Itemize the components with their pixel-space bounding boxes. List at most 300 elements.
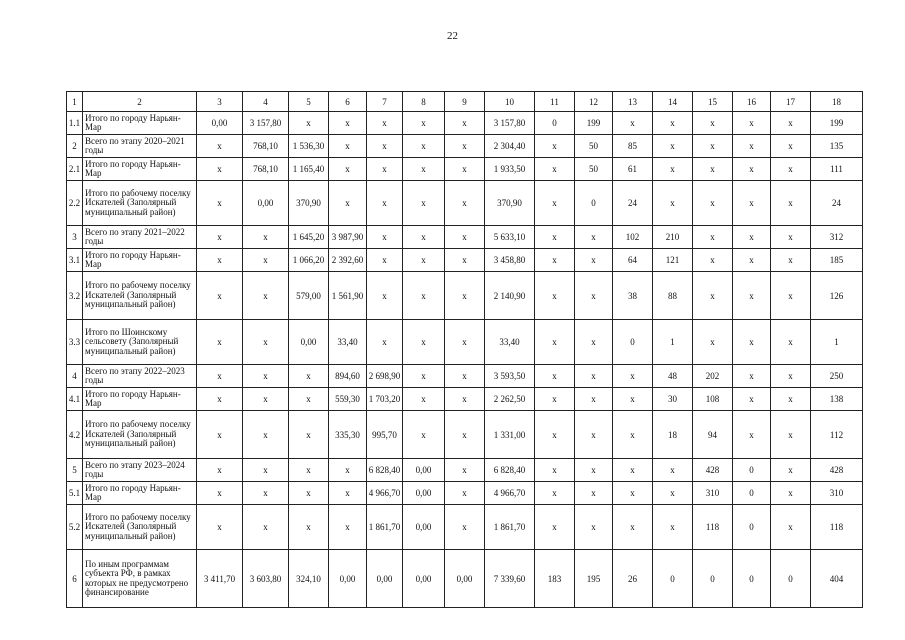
- row-number-cell: 1.1: [67, 112, 83, 135]
- col-number-14: 14: [653, 92, 693, 112]
- value-cell-col-9: х: [445, 505, 485, 550]
- value-cell-col-18: 111: [811, 158, 863, 181]
- col-number-10: 10: [485, 92, 535, 112]
- col-number-16: 16: [733, 92, 771, 112]
- value-cell-col-17: х: [771, 482, 811, 505]
- value-cell-col-8: х: [403, 272, 445, 320]
- page-number: 22: [447, 30, 458, 42]
- value-cell-col-16: 0: [733, 459, 771, 482]
- row-number-cell: 2.1: [67, 158, 83, 181]
- value-cell-col-14: х: [653, 181, 693, 226]
- value-cell-col-15: 118: [693, 505, 733, 550]
- col-number-4: 4: [243, 92, 289, 112]
- value-cell-col-17: х: [771, 320, 811, 365]
- value-cell-col-8: х: [403, 388, 445, 411]
- value-cell-col-8: х: [403, 135, 445, 158]
- value-cell-col-17: 0: [771, 550, 811, 608]
- value-cell-col-14: х: [653, 459, 693, 482]
- value-cell-col-11: 0: [535, 112, 575, 135]
- value-cell-col-3: х: [197, 505, 243, 550]
- value-cell-col-17: х: [771, 226, 811, 249]
- row-number-cell: 4.2: [67, 411, 83, 459]
- value-cell-col-18: 428: [811, 459, 863, 482]
- table-row: [67, 505, 863, 550]
- value-cell-col-15: х: [693, 158, 733, 181]
- value-cell-col-6: 0,00: [329, 550, 367, 608]
- value-cell-col-17: х: [771, 272, 811, 320]
- table-row: [67, 272, 863, 320]
- value-cell-col-8: х: [403, 365, 445, 388]
- value-cell-col-4: х: [243, 365, 289, 388]
- table-row: [67, 550, 863, 608]
- value-cell-col-10: 3 458,80: [485, 249, 535, 272]
- value-cell-col-3: х: [197, 249, 243, 272]
- value-cell-col-18: 1: [811, 320, 863, 365]
- value-cell-col-7: 995,70: [367, 411, 403, 459]
- value-cell-col-3: х: [197, 388, 243, 411]
- value-cell-col-3: х: [197, 181, 243, 226]
- col-number-12: 12: [575, 92, 613, 112]
- value-cell-col-7: х: [367, 272, 403, 320]
- value-cell-col-15: х: [693, 135, 733, 158]
- row-name-cell: Итого по Шоинскому сельсовету (Заполярный муниципальный район): [83, 320, 197, 365]
- value-cell-col-18: 126: [811, 272, 863, 320]
- value-cell-col-16: х: [733, 365, 771, 388]
- value-cell-col-13: х: [613, 459, 653, 482]
- value-cell-col-16: х: [733, 320, 771, 365]
- value-cell-col-9: х: [445, 249, 485, 272]
- row-name-cell: По иным программам субъекта РФ, в рамках которых не предусмотрено финансирование: [83, 550, 197, 608]
- value-cell-col-5: 370,90: [289, 181, 329, 226]
- value-cell-col-13: 24: [613, 181, 653, 226]
- value-cell-col-6: х: [329, 482, 367, 505]
- value-cell-col-8: х: [403, 181, 445, 226]
- value-cell-col-11: 183: [535, 550, 575, 608]
- row-number-cell: 4: [67, 365, 83, 388]
- value-cell-col-8: х: [403, 158, 445, 181]
- value-cell-col-6: х: [329, 181, 367, 226]
- col-number-3: 3: [197, 92, 243, 112]
- value-cell-col-5: х: [289, 365, 329, 388]
- value-cell-col-4: 3 157,80: [243, 112, 289, 135]
- value-cell-col-7: х: [367, 135, 403, 158]
- col-number-7: 7: [367, 92, 403, 112]
- table-row: [67, 112, 863, 135]
- value-cell-col-8: 0,00: [403, 505, 445, 550]
- value-cell-col-9: х: [445, 112, 485, 135]
- value-cell-col-8: х: [403, 226, 445, 249]
- row-name-cell: Итого по городу Нарьян-Мар: [83, 112, 197, 135]
- value-cell-col-10: 5 633,10: [485, 226, 535, 249]
- value-cell-col-4: 768,10: [243, 135, 289, 158]
- value-cell-col-4: х: [243, 459, 289, 482]
- col-number-17: 17: [771, 92, 811, 112]
- value-cell-col-18: 312: [811, 226, 863, 249]
- col-number-6: 6: [329, 92, 367, 112]
- value-cell-col-16: х: [733, 181, 771, 226]
- value-cell-col-9: х: [445, 320, 485, 365]
- value-cell-col-18: 135: [811, 135, 863, 158]
- row-name-cell: Всего по этапу 2020–2021 годы: [83, 135, 197, 158]
- value-cell-col-11: х: [535, 272, 575, 320]
- row-name-cell: Итого по рабочему поселку Искателей (Заполярный муниципальный район): [83, 411, 197, 459]
- value-cell-col-12: х: [575, 320, 613, 365]
- value-cell-col-6: х: [329, 112, 367, 135]
- col-number-11: 11: [535, 92, 575, 112]
- value-cell-col-13: 61: [613, 158, 653, 181]
- value-cell-col-10: 2 304,40: [485, 135, 535, 158]
- value-cell-col-17: х: [771, 249, 811, 272]
- value-cell-col-11: х: [535, 320, 575, 365]
- value-cell-col-11: х: [535, 365, 575, 388]
- value-cell-col-10: 3 593,50: [485, 365, 535, 388]
- value-cell-col-18: 138: [811, 388, 863, 411]
- value-cell-col-16: х: [733, 226, 771, 249]
- value-cell-col-8: х: [403, 411, 445, 459]
- value-cell-col-13: 85: [613, 135, 653, 158]
- value-cell-col-14: 30: [653, 388, 693, 411]
- value-cell-col-16: х: [733, 272, 771, 320]
- value-cell-col-18: 310: [811, 482, 863, 505]
- value-cell-col-4: х: [243, 226, 289, 249]
- value-cell-col-6: х: [329, 135, 367, 158]
- value-cell-col-11: х: [535, 482, 575, 505]
- table-row: [67, 181, 863, 226]
- table-row: [67, 320, 863, 365]
- value-cell-col-12: 199: [575, 112, 613, 135]
- value-cell-col-16: х: [733, 411, 771, 459]
- value-cell-col-5: х: [289, 112, 329, 135]
- value-cell-col-9: х: [445, 226, 485, 249]
- value-cell-col-7: 2 698,90: [367, 365, 403, 388]
- value-cell-col-13: 64: [613, 249, 653, 272]
- value-cell-col-3: х: [197, 226, 243, 249]
- value-cell-col-7: х: [367, 112, 403, 135]
- row-number-cell: 5.2: [67, 505, 83, 550]
- value-cell-col-11: х: [535, 505, 575, 550]
- value-cell-col-5: 1 536,30: [289, 135, 329, 158]
- value-cell-col-5: 1 645,20: [289, 226, 329, 249]
- value-cell-col-17: х: [771, 388, 811, 411]
- value-cell-col-15: 202: [693, 365, 733, 388]
- row-number-cell: 6: [67, 550, 83, 608]
- value-cell-col-15: х: [693, 226, 733, 249]
- value-cell-col-14: х: [653, 135, 693, 158]
- value-cell-col-9: х: [445, 181, 485, 226]
- value-cell-col-16: х: [733, 249, 771, 272]
- value-cell-col-8: х: [403, 112, 445, 135]
- row-name-cell: Всего по этапу 2022–2023 годы: [83, 365, 197, 388]
- value-cell-col-14: х: [653, 505, 693, 550]
- row-name-cell: Итого по городу Нарьян-Мар: [83, 482, 197, 505]
- value-cell-col-10: 4 966,70: [485, 482, 535, 505]
- value-cell-col-16: х: [733, 158, 771, 181]
- value-cell-col-15: х: [693, 320, 733, 365]
- value-cell-col-5: 0,00: [289, 320, 329, 365]
- value-cell-col-7: 1 703,20: [367, 388, 403, 411]
- value-cell-col-17: х: [771, 411, 811, 459]
- value-cell-col-5: 1 165,40: [289, 158, 329, 181]
- value-cell-col-11: х: [535, 249, 575, 272]
- value-cell-col-13: 26: [613, 550, 653, 608]
- value-cell-col-6: 894,60: [329, 365, 367, 388]
- value-cell-col-12: 0: [575, 181, 613, 226]
- value-cell-col-14: 0: [653, 550, 693, 608]
- value-cell-col-12: х: [575, 482, 613, 505]
- value-cell-col-3: х: [197, 135, 243, 158]
- value-cell-col-14: 210: [653, 226, 693, 249]
- value-cell-col-6: 2 392,60: [329, 249, 367, 272]
- value-cell-col-10: 2 262,50: [485, 388, 535, 411]
- value-cell-col-17: х: [771, 112, 811, 135]
- value-cell-col-6: 3 987,90: [329, 226, 367, 249]
- row-name-cell: Итого по городу Нарьян-Мар: [83, 249, 197, 272]
- value-cell-col-15: х: [693, 249, 733, 272]
- value-cell-col-7: х: [367, 320, 403, 365]
- col-number-8: 8: [403, 92, 445, 112]
- value-cell-col-12: х: [575, 272, 613, 320]
- value-cell-col-18: 250: [811, 365, 863, 388]
- value-cell-col-14: 88: [653, 272, 693, 320]
- value-cell-col-5: 324,10: [289, 550, 329, 608]
- value-cell-col-8: 0,00: [403, 550, 445, 608]
- value-cell-col-13: х: [613, 505, 653, 550]
- value-cell-col-9: х: [445, 388, 485, 411]
- value-cell-col-3: 0,00: [197, 112, 243, 135]
- value-cell-col-14: 48: [653, 365, 693, 388]
- table-row: [67, 388, 863, 411]
- value-cell-col-4: х: [243, 505, 289, 550]
- value-cell-col-17: х: [771, 158, 811, 181]
- col-number-2: 2: [83, 92, 197, 112]
- value-cell-col-7: 6 828,40: [367, 459, 403, 482]
- row-number-cell: 3.1: [67, 249, 83, 272]
- value-cell-col-3: х: [197, 459, 243, 482]
- value-cell-col-3: х: [197, 482, 243, 505]
- value-cell-col-7: 1 861,70: [367, 505, 403, 550]
- value-cell-col-14: 121: [653, 249, 693, 272]
- value-cell-col-12: х: [575, 459, 613, 482]
- value-cell-col-14: х: [653, 482, 693, 505]
- value-cell-col-6: х: [329, 158, 367, 181]
- value-cell-col-18: 404: [811, 550, 863, 608]
- value-cell-col-4: х: [243, 411, 289, 459]
- table-row: [67, 482, 863, 505]
- value-cell-col-17: х: [771, 181, 811, 226]
- row-name-cell: Итого по городу Нарьян-Мар: [83, 158, 197, 181]
- table-row: [67, 365, 863, 388]
- value-cell-col-10: 6 828,40: [485, 459, 535, 482]
- value-cell-col-5: 579,00: [289, 272, 329, 320]
- value-cell-col-4: 0,00: [243, 181, 289, 226]
- table-row: [67, 158, 863, 181]
- row-number-cell: 5.1: [67, 482, 83, 505]
- row-name-cell: Всего по этапу 2021–2022 годы: [83, 226, 197, 249]
- table-row: [67, 135, 863, 158]
- value-cell-col-10: 7 339,60: [485, 550, 535, 608]
- value-cell-col-5: 1 066,20: [289, 249, 329, 272]
- value-cell-col-4: х: [243, 249, 289, 272]
- value-cell-col-12: 195: [575, 550, 613, 608]
- value-cell-col-8: 0,00: [403, 482, 445, 505]
- value-cell-col-11: х: [535, 388, 575, 411]
- value-cell-col-16: 0: [733, 550, 771, 608]
- value-cell-col-6: 335,30: [329, 411, 367, 459]
- value-cell-col-10: 33,40: [485, 320, 535, 365]
- value-cell-col-8: 0,00: [403, 459, 445, 482]
- value-cell-col-3: х: [197, 320, 243, 365]
- value-cell-col-9: х: [445, 135, 485, 158]
- value-cell-col-7: х: [367, 181, 403, 226]
- value-cell-col-11: х: [535, 158, 575, 181]
- value-cell-col-9: х: [445, 158, 485, 181]
- value-cell-col-11: х: [535, 226, 575, 249]
- value-cell-col-10: 1 861,70: [485, 505, 535, 550]
- value-cell-col-14: 1: [653, 320, 693, 365]
- value-cell-col-4: 768,10: [243, 158, 289, 181]
- col-number-15: 15: [693, 92, 733, 112]
- value-cell-col-7: х: [367, 226, 403, 249]
- value-cell-col-6: 33,40: [329, 320, 367, 365]
- value-cell-col-12: х: [575, 388, 613, 411]
- row-number-cell: 3.3: [67, 320, 83, 365]
- value-cell-col-3: х: [197, 272, 243, 320]
- value-cell-col-17: х: [771, 365, 811, 388]
- value-cell-col-5: х: [289, 505, 329, 550]
- value-cell-col-11: х: [535, 411, 575, 459]
- value-cell-col-13: х: [613, 112, 653, 135]
- value-cell-col-11: х: [535, 135, 575, 158]
- table-row: [67, 226, 863, 249]
- value-cell-col-16: х: [733, 388, 771, 411]
- value-cell-col-9: х: [445, 365, 485, 388]
- value-cell-col-5: х: [289, 459, 329, 482]
- value-cell-col-15: х: [693, 181, 733, 226]
- value-cell-col-12: х: [575, 249, 613, 272]
- value-cell-col-4: 3 603,80: [243, 550, 289, 608]
- value-cell-col-18: 112: [811, 411, 863, 459]
- value-cell-col-12: 50: [575, 135, 613, 158]
- value-cell-col-13: 38: [613, 272, 653, 320]
- value-cell-col-6: 559,30: [329, 388, 367, 411]
- value-cell-col-18: 199: [811, 112, 863, 135]
- col-number-13: 13: [613, 92, 653, 112]
- value-cell-col-10: 3 157,80: [485, 112, 535, 135]
- value-cell-col-10: 1 933,50: [485, 158, 535, 181]
- value-cell-col-15: 108: [693, 388, 733, 411]
- value-cell-col-16: х: [733, 135, 771, 158]
- value-cell-col-15: х: [693, 112, 733, 135]
- value-cell-col-13: х: [613, 388, 653, 411]
- row-name-cell: Итого по рабочему поселку Искателей (Заполярный муниципальный район): [83, 272, 197, 320]
- row-name-cell: Итого по городу Нарьян-Мар: [83, 388, 197, 411]
- value-cell-col-3: х: [197, 158, 243, 181]
- value-cell-col-5: х: [289, 411, 329, 459]
- value-cell-col-17: х: [771, 505, 811, 550]
- value-cell-col-16: 0: [733, 482, 771, 505]
- value-cell-col-9: х: [445, 459, 485, 482]
- value-cell-col-5: х: [289, 482, 329, 505]
- table-row: [67, 249, 863, 272]
- value-cell-col-7: х: [367, 158, 403, 181]
- value-cell-col-7: х: [367, 249, 403, 272]
- value-cell-col-10: 370,90: [485, 181, 535, 226]
- value-cell-col-7: 4 966,70: [367, 482, 403, 505]
- value-cell-col-8: х: [403, 249, 445, 272]
- value-cell-col-13: х: [613, 365, 653, 388]
- value-cell-col-4: х: [243, 388, 289, 411]
- table-row: [67, 459, 863, 482]
- value-cell-col-8: х: [403, 320, 445, 365]
- value-cell-col-6: х: [329, 459, 367, 482]
- row-number-cell: 3: [67, 226, 83, 249]
- value-cell-col-12: х: [575, 365, 613, 388]
- header-row: [67, 92, 863, 112]
- value-cell-col-10: 1 331,00: [485, 411, 535, 459]
- row-name-cell: Итого по рабочему поселку Искателей (Заполярный муниципальный район): [83, 505, 197, 550]
- value-cell-col-15: 428: [693, 459, 733, 482]
- value-cell-col-12: 50: [575, 158, 613, 181]
- value-cell-col-17: х: [771, 135, 811, 158]
- value-cell-col-12: х: [575, 411, 613, 459]
- value-cell-col-15: 94: [693, 411, 733, 459]
- row-number-cell: 2.2: [67, 181, 83, 226]
- table-row: [67, 411, 863, 459]
- value-cell-col-12: х: [575, 226, 613, 249]
- value-cell-col-16: х: [733, 112, 771, 135]
- value-cell-col-3: х: [197, 365, 243, 388]
- value-cell-col-3: х: [197, 411, 243, 459]
- value-cell-col-15: х: [693, 272, 733, 320]
- value-cell-col-7: 0,00: [367, 550, 403, 608]
- value-cell-col-14: х: [653, 112, 693, 135]
- value-cell-col-15: 310: [693, 482, 733, 505]
- value-cell-col-15: 0: [693, 550, 733, 608]
- value-cell-col-18: 24: [811, 181, 863, 226]
- row-number-cell: 4.1: [67, 388, 83, 411]
- value-cell-col-6: 1 561,90: [329, 272, 367, 320]
- col-number-9: 9: [445, 92, 485, 112]
- value-cell-col-16: 0: [733, 505, 771, 550]
- value-cell-col-9: х: [445, 272, 485, 320]
- value-cell-col-14: х: [653, 158, 693, 181]
- col-number-18: 18: [811, 92, 863, 112]
- value-cell-col-5: х: [289, 388, 329, 411]
- row-number-cell: 5: [67, 459, 83, 482]
- value-cell-col-13: х: [613, 482, 653, 505]
- row-number-cell: 2: [67, 135, 83, 158]
- value-cell-col-4: х: [243, 272, 289, 320]
- value-cell-col-9: 0,00: [445, 550, 485, 608]
- row-name-cell: Всего по этапу 2023–2024 годы: [83, 459, 197, 482]
- value-cell-col-9: х: [445, 482, 485, 505]
- value-cell-col-12: х: [575, 505, 613, 550]
- value-cell-col-10: 2 140,90: [485, 272, 535, 320]
- value-cell-col-13: 0: [613, 320, 653, 365]
- value-cell-col-6: х: [329, 505, 367, 550]
- row-name-cell: Итого по рабочему поселку Искателей (Заполярный муниципальный район): [83, 181, 197, 226]
- value-cell-col-4: х: [243, 320, 289, 365]
- value-cell-col-18: 185: [811, 249, 863, 272]
- value-cell-col-13: 102: [613, 226, 653, 249]
- value-cell-col-11: х: [535, 181, 575, 226]
- value-cell-col-18: 118: [811, 505, 863, 550]
- value-cell-col-4: х: [243, 482, 289, 505]
- col-number-1: 1: [67, 92, 83, 112]
- row-number-cell: 3.2: [67, 272, 83, 320]
- value-cell-col-3: 3 411,70: [197, 550, 243, 608]
- value-cell-col-11: х: [535, 459, 575, 482]
